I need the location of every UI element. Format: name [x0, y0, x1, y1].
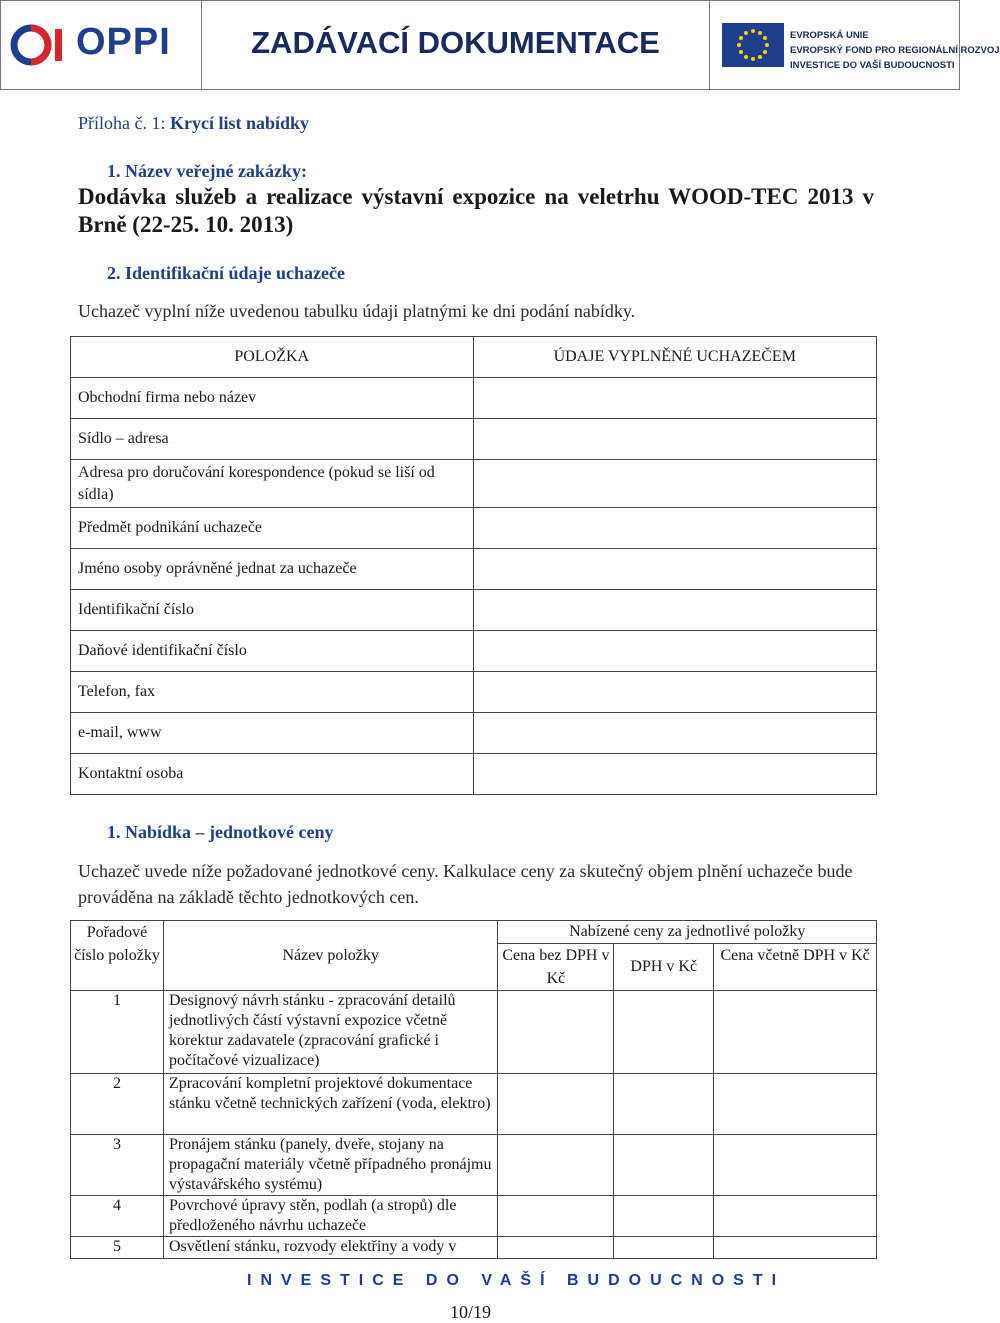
unit-prices-intro: Uchazeč uvede níže požadované jednotkové ceny. Kalkulace ceny za skutečný objem plnění uchazeče bude prováděna na základě těchto jednotkových cen.: [78, 861, 853, 907]
eu-line: EVROPSKÁ UNIE: [790, 30, 869, 41]
column-header-vat: DPH v Kč: [614, 944, 714, 991]
eu-line: EVROPSKÝ FOND PRO REGIONÁLNÍ ROZVOJ: [790, 45, 1000, 56]
row-label: Identifikační číslo: [71, 590, 474, 631]
oppi-logo-cell: [1, 1, 202, 89]
row-label: Obchodní firma nebo název: [71, 378, 474, 419]
document-title: ZADÁVACÍ DOKUMENTACE: [251, 25, 660, 60]
section-heading-unit-prices: 1. Nabídka – jednotkové ceny: [107, 822, 334, 842]
footer-motto: INVESTICE DO VAŠÍ BUDOUCNOSTI: [247, 1272, 786, 1289]
eu-caption: [790, 28, 1000, 73]
row-item-name: Designový návrh stánku - zpracování detailů jednotlivých částí výstavní expozice včetně korektur zadavatele (zpracování grafické i počítačové vizualizace): [163, 991, 498, 1074]
value-field[interactable]: [473, 754, 877, 795]
table-row: [71, 754, 877, 795]
table-row: [71, 1237, 877, 1259]
attachment-title: [78, 113, 309, 134]
table-header-row: [71, 337, 877, 378]
value-field[interactable]: [473, 713, 877, 754]
identification-intro: Uchazeč vyplní níže uvedenou tabulku údaji platnými ke dni podání nabídky.: [78, 301, 636, 321]
value-field[interactable]: [473, 549, 877, 590]
price-without-vat-field[interactable]: [498, 991, 614, 1074]
row-label: Jméno osoby oprávněné jednat za uchazeče: [71, 549, 474, 590]
column-header-without-vat: Cena bez DPH v Kč: [498, 944, 614, 991]
price-with-vat-field[interactable]: [714, 1135, 877, 1196]
eu-line: INVESTICE DO VAŠÍ BUDOUCNOSTI: [790, 60, 955, 71]
vat-field[interactable]: [614, 991, 714, 1074]
attachment-name: Krycí list nabídky: [170, 113, 310, 133]
value-field[interactable]: [473, 378, 877, 419]
vat-field[interactable]: [614, 1074, 714, 1135]
table-row: [71, 460, 877, 508]
table-row: [71, 991, 877, 1074]
value-field[interactable]: [473, 672, 877, 713]
row-number: 4: [71, 1196, 164, 1237]
row-label: Předmět podnikání uchazeče: [71, 508, 474, 549]
price-with-vat-field[interactable]: [714, 991, 877, 1074]
row-number: 1: [71, 991, 164, 1074]
row-label: e-mail, www: [71, 713, 474, 754]
vat-field[interactable]: [614, 1196, 714, 1237]
row-number: 3: [71, 1135, 164, 1196]
column-header-values: ÚDAJE VYPLNĚNÉ UCHAZEČEM: [473, 337, 877, 378]
price-with-vat-field[interactable]: [714, 1074, 877, 1135]
table-row: [71, 1196, 877, 1237]
table-row: [71, 419, 877, 460]
table-row: [71, 1074, 877, 1135]
row-label: Adresa pro doručování korespondence (pokud se liší od sídla): [71, 460, 474, 508]
row-number: 5: [71, 1237, 164, 1259]
contract-name: Dodávka služeb a realizace výstavní expozice na veletrhu WOOD-TEC 2013 v Brně (22-25. 10. 2013): [78, 184, 874, 237]
table-row: [71, 590, 877, 631]
page-number: 10/19: [450, 1302, 492, 1322]
value-field[interactable]: [473, 419, 877, 460]
row-label: Kontaktní osoba: [71, 754, 474, 795]
table-row: [71, 631, 877, 672]
price-without-vat-field[interactable]: [498, 1074, 614, 1135]
vat-field[interactable]: [614, 1237, 714, 1259]
column-header-name: Název položky: [163, 921, 498, 991]
row-item-name: Povrchové úpravy stěn, podlah (a stropů) dle předloženého návrhu uchazeče: [163, 1196, 498, 1237]
price-header-row: [71, 921, 877, 944]
table-row: [71, 508, 877, 549]
vat-field[interactable]: [614, 1135, 714, 1196]
column-header-order: Pořadové číslo položky: [71, 921, 164, 991]
title-cell: [202, 1, 710, 89]
value-field[interactable]: [473, 460, 877, 508]
price-without-vat-field[interactable]: [498, 1237, 614, 1259]
oppi-logo-text: OPPI: [76, 21, 171, 63]
section-heading-contract: 1. Název veřejné zakázky:: [107, 161, 307, 181]
table-row: [71, 378, 877, 419]
row-number: 2: [71, 1074, 164, 1135]
price-with-vat-field[interactable]: [714, 1196, 877, 1237]
value-field[interactable]: [473, 590, 877, 631]
eu-flag-icon: [722, 23, 784, 67]
identification-table: [70, 336, 877, 795]
eu-logo-cell: [710, 1, 1000, 89]
row-item-name: Osvětlení stánku, rozvody elektřiny a vody v: [163, 1237, 498, 1259]
column-header-item: POLOŽKA: [71, 337, 474, 378]
document-header: [0, 0, 1000, 90]
row-item-name: Pronájem stánku (panely, dveře, stojany na propagační materiály včetně případného pronájmu výstavářského systému): [163, 1135, 498, 1196]
column-header-group: Nabízené ceny za jednotlivé položky: [498, 921, 877, 944]
value-field[interactable]: [473, 508, 877, 549]
value-field[interactable]: [473, 631, 877, 672]
attachment-prefix: Příloha č. 1:: [78, 113, 170, 133]
table-row: [71, 672, 877, 713]
price-without-vat-field[interactable]: [498, 1196, 614, 1237]
table-row: [71, 1135, 877, 1196]
row-label: Daňové identifikační číslo: [71, 631, 474, 672]
price-without-vat-field[interactable]: [498, 1135, 614, 1196]
row-label: Sídlo – adresa: [71, 419, 474, 460]
row-item-name: Zpracování kompletní projektové dokumentace stánku včetně technických zařízení (voda, elektro): [163, 1074, 498, 1135]
table-row: [71, 549, 877, 590]
price-with-vat-field[interactable]: [714, 1237, 877, 1259]
table-row: [71, 713, 877, 754]
price-table: [70, 920, 877, 1259]
section-heading-identification: 2. Identifikační údaje uchazeče: [107, 263, 345, 283]
row-label: Telefon, fax: [71, 672, 474, 713]
column-header-with-vat: Cena včetně DPH v Kč: [714, 944, 877, 991]
